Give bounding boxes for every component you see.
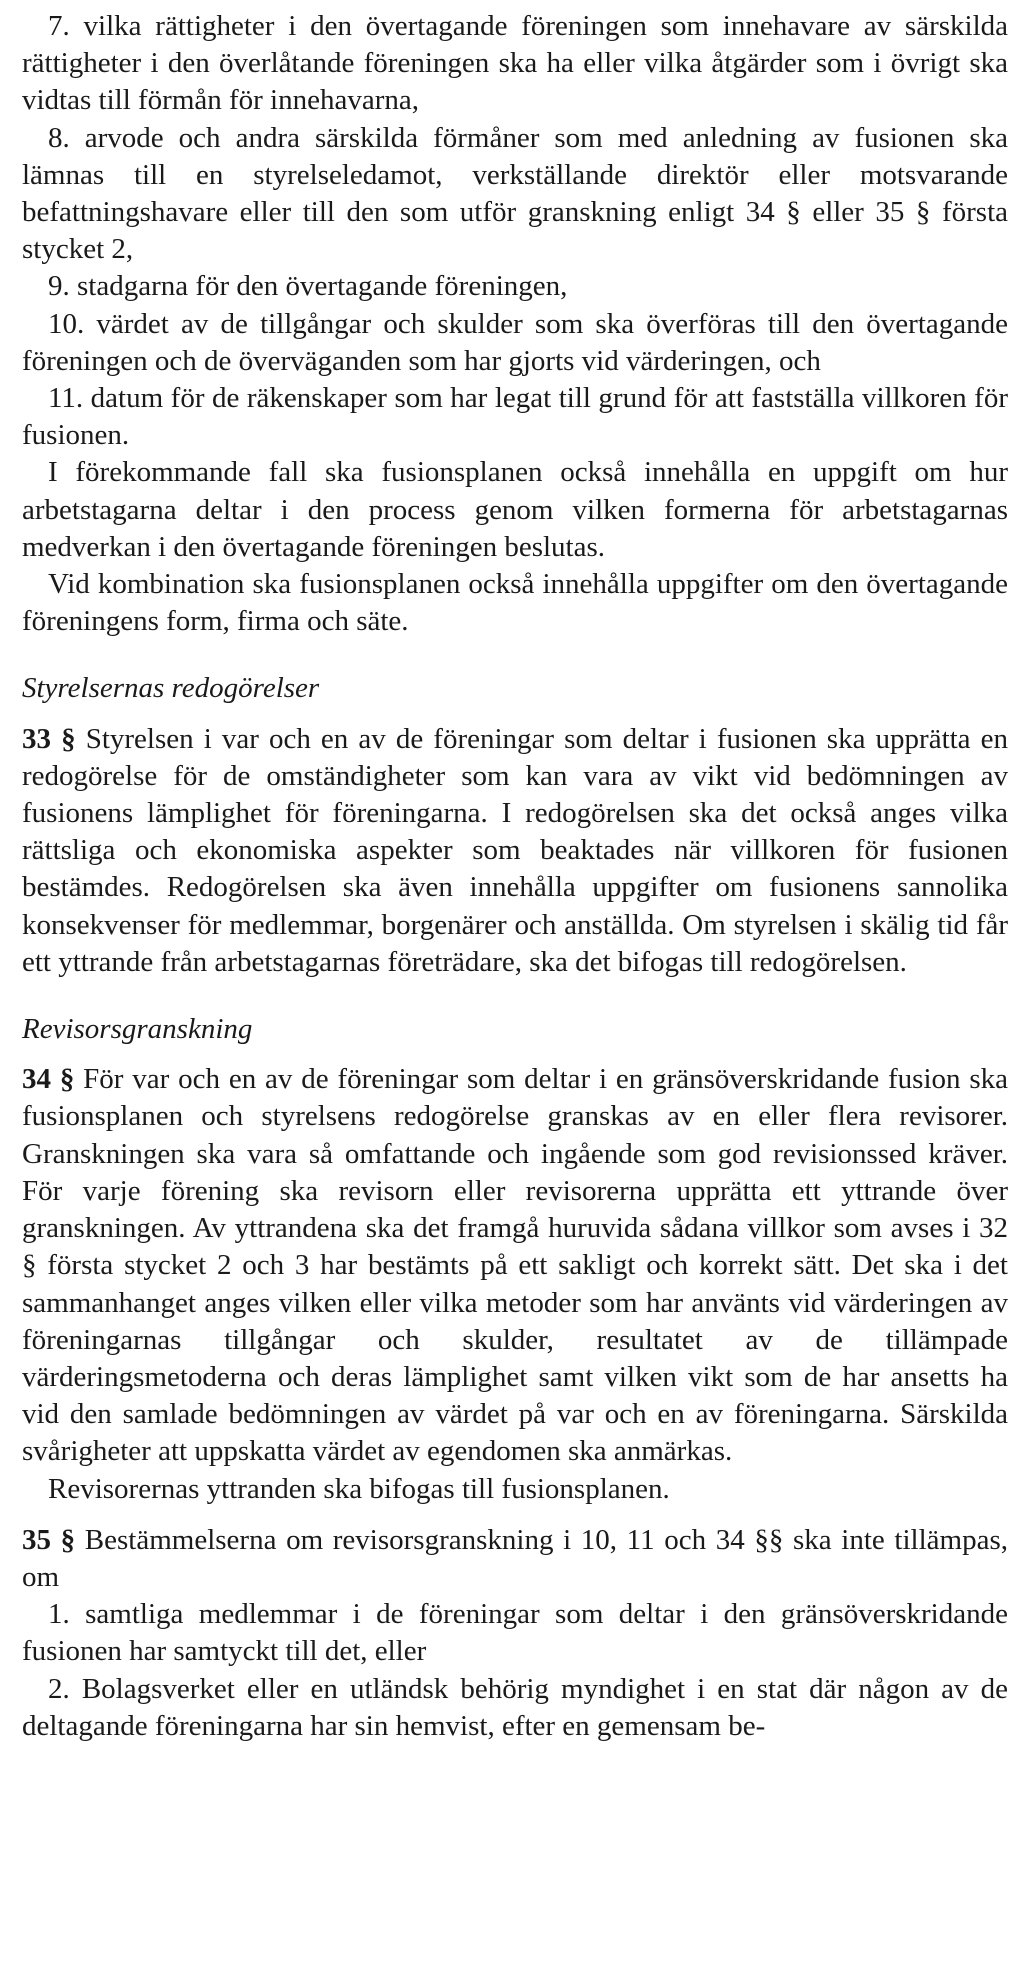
section-34-text: För var och en av de föreningar som deltar i en gränsöverskridande fusion ska fusionsplanen och styrelsens redogörelse granskas av en eller flera revisorer. Granskningen ska vara så omfattande och ingående som god revisionssed kräver. För varje förening ska revisorn eller revisorerna upprätta ett yttrande över granskningen. Av yttrandena ska det framgå huruvida sådana villkor som avses i 32 § första stycket 2 och 3 har bestämts på ett sakligt och korrekt sätt. Det ska i det sammanhanget anges vilken eller vilka metoder som har använts vid värderingen av föreningarnas tillgångar och skulder, resultatet av de tillämpade värderingsmetoderna och deras lämplighet samt vilken vikt som de har ansetts ha vid den samlade bedömningen av värdet på var och en av föreningarna. Särskilda svårigheter att uppskatta värdet av egendomen ska anmärkas. (22, 1063, 1008, 1468)
list-item-10: 10. värdet av de tillgångar och skulder som ska överföras till den övertagande föreningen och de överväganden som har gjorts vid värderingen, och (22, 307, 1008, 377)
heading-styrelsernas-redogorelser: Styrelsernas redogörelser (22, 672, 320, 705)
section-number-35: 35 § (22, 1523, 76, 1556)
section-33 (22, 721, 1008, 981)
section-33-text: Styrelsen i var och en av de föreningar som deltar i fusionen ska upprätta en redogörelse för de omständigheter som kan vara av vikt vid bedömningen av fusionens lämplighet för föreningarna. I redogörelsen ska det också anges vilka rättsliga och ekonomiska aspekter som beaktades när villkoren för fusionen bestämdes. Redogörelsen ska även innehålla uppgifter om fusionens sannolika konsekvenser för medlemmar, borgenärer och anställda. Om styrelsen i skälig tid får ett yttrande från arbetstagarnas företrädare, ska det bifogas till redogörelsen. (22, 722, 1009, 978)
section-number-34: 34 § (22, 1063, 75, 1096)
list-item-11: 11. datum för de räkenskaper som har legat till grund för att fastställa villkoren för fusionen. (22, 382, 1008, 452)
paragraph-combination: Vid kombination ska fusionsplanen också innehålla uppgifter om den övertagande föreningens form, firma och säte. (22, 568, 1008, 638)
section-35 (22, 1522, 1008, 1596)
section-35-item-1: 1. samtliga medlemmar i de föreningar som deltar i den gränsöverskridande fusionen har samtyckt till det, eller (22, 1598, 1008, 1668)
section-35-text: Bestämmelserna om revisorsgranskning i 10, 11 och 34 §§ ska inte tillämpas, om (22, 1523, 1008, 1593)
section-34 (22, 1061, 1008, 1470)
list-item-7: 7. vilka rättigheter i den övertagande föreningen som innehavare av särskilda rättigheter i den överlåtande föreningen ska ha eller vilka åtgärder som i övrigt ska vidtas till förmån för innehavarna, (22, 10, 1008, 117)
section-34-paragraph-2: Revisorernas yttranden ska bifogas till fusionsplanen. (48, 1472, 670, 1505)
heading-revisorsgranskning: Revisorsgranskning (22, 1013, 253, 1046)
paragraph-employees: I förekommande fall ska fusionsplanen också innehålla en uppgift om hur arbetstagarna deltar i den process genom vilken formerna för arbetstagarnas medverkan i den övertagande föreningen beslutas. (22, 456, 1008, 563)
list-item-9: 9. stadgarna för den övertagande föreningen, (48, 270, 568, 303)
section-number-33: 33 § (22, 722, 76, 755)
document-body (22, 8, 1008, 1745)
list-item-8: 8. arvode och andra särskilda förmåner som med anledning av fusionen ska lämnas till en styrelseledamot, verkställande direktör eller motsvarande befattningshavare eller till den som utför granskning enligt 34 § eller 35 § första stycket 2, (22, 121, 1008, 266)
section-35-item-2: 2. Bolagsverket eller en utländsk behörig myndighet i en stat där någon av de deltagande föreningarna har sin hemvist, efter en gemensam be- (22, 1672, 1008, 1742)
